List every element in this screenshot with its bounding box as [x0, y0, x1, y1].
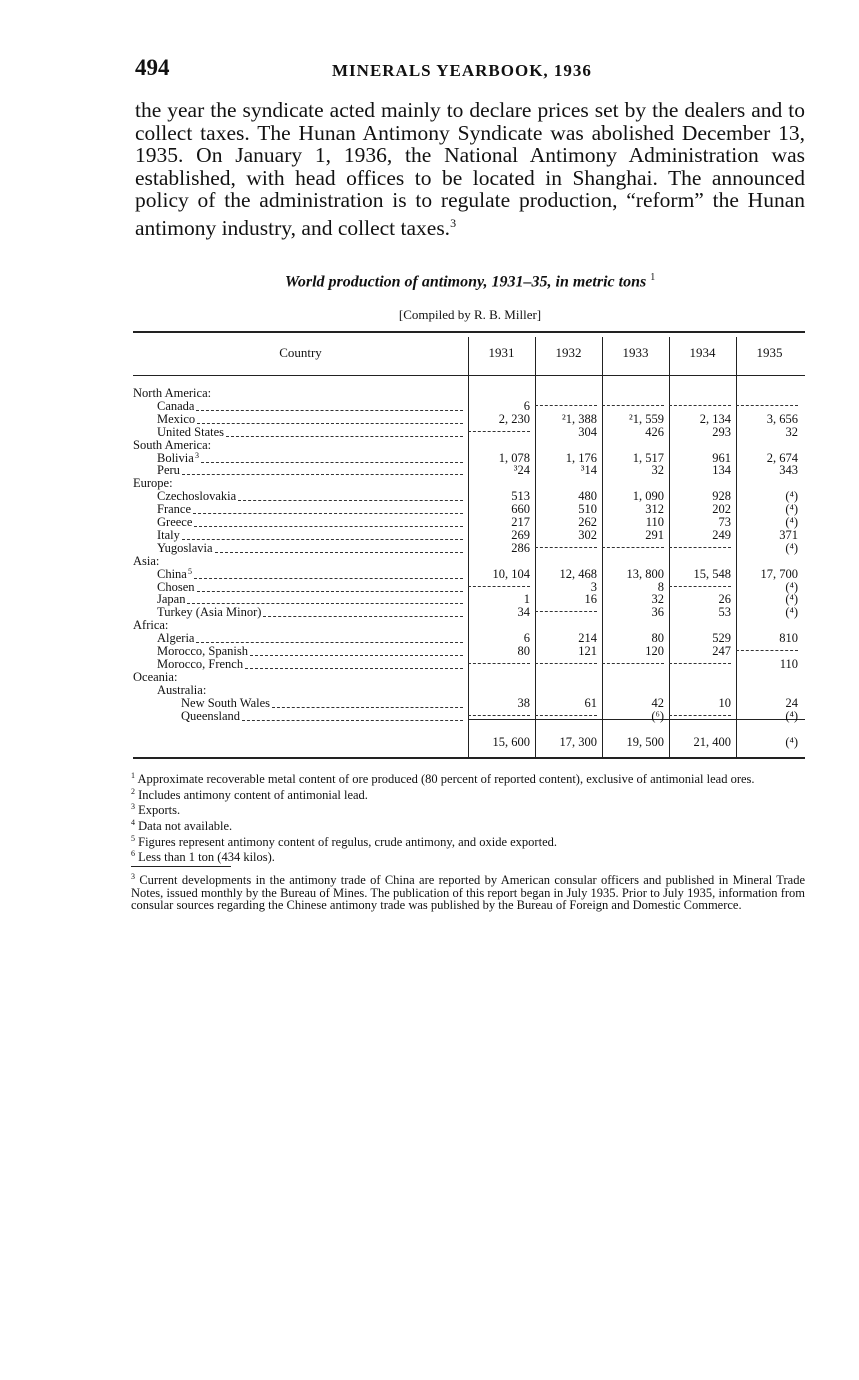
value-cell: 269: [511, 527, 530, 542]
footnote: [131, 848, 805, 864]
country-name: North America:: [133, 387, 212, 400]
country-name: Czechoslovakia: [157, 490, 237, 504]
value-cell: (⁴): [785, 592, 798, 607]
dot-leader: [215, 542, 463, 553]
value-cell: ²1, 388: [562, 411, 597, 426]
empty-cell-dash: [535, 611, 597, 612]
footnote: [131, 801, 805, 817]
dot-leader: [250, 645, 463, 656]
table-row: [133, 400, 805, 413]
value-cell: 928: [712, 489, 731, 504]
value-cell: 134: [712, 463, 731, 478]
footnote-text: Less than 1 ton (434 kilos).: [138, 850, 275, 865]
dot-leader: [196, 400, 463, 411]
table-row: [133, 439, 805, 452]
value-cell: 32: [651, 592, 664, 607]
country-name: Queensland: [181, 709, 241, 723]
column-header-country: Country: [279, 345, 322, 360]
footnote-mark: 1: [131, 771, 135, 780]
footnote-rule: [131, 866, 231, 867]
value-cell: 302: [578, 527, 597, 542]
value-cell: 32: [785, 424, 798, 439]
table-row: [133, 464, 805, 477]
dot-leader: [197, 581, 463, 592]
dot-leader: [263, 606, 463, 617]
value-cell: 61: [584, 695, 597, 710]
value-cell: (⁴): [785, 579, 798, 594]
country-name: Italy: [157, 528, 180, 542]
footnote: [131, 770, 805, 786]
value-cell: 2, 230: [498, 411, 530, 426]
empty-cell-dash: [602, 663, 664, 664]
country-name: Yugoslavia: [157, 541, 213, 555]
footnote-mark: 2: [131, 786, 135, 796]
country-name: Australia:: [157, 683, 207, 697]
value-cell: 217: [511, 515, 530, 529]
value-cell: 121: [578, 644, 597, 658]
column-header-1935: 1935: [756, 345, 783, 360]
value-cell: 510: [578, 502, 597, 517]
country-name: Turkey (Asia Minor): [157, 606, 262, 620]
empty-cell-dash: [736, 650, 798, 651]
empty-cell-dash: [669, 586, 731, 587]
country-name: Peru: [157, 464, 180, 478]
table-top-rule: [133, 331, 805, 333]
value-cell: 12, 468: [559, 566, 597, 581]
country-footnote-ref: 5: [188, 566, 192, 576]
table-row: [133, 542, 805, 555]
country-name: China: [157, 567, 187, 581]
value-cell: 10, 104: [492, 566, 530, 581]
value-cell: 38: [517, 695, 530, 710]
value-cell: 42: [651, 695, 664, 710]
value-cell: 6: [523, 631, 530, 646]
value-cell: 426: [645, 424, 664, 439]
footnote-mark: 3: [131, 802, 135, 812]
value-cell: 32: [651, 463, 664, 478]
running-head: MINERALS YEARBOOK, 1936: [332, 61, 592, 80]
page-footnote-text: Current developments in the antimony trade of China are reported by American consular officers and published in Mineral Trade Notes, issued monthly by the Bureau of Mines. The publication of this report began in July 1935. Prior to July 1935, information from consular sources regarding the Chinese antimony trade was published by the Bureau of Foreign and Domestic Commerce.: [131, 873, 805, 913]
table-row: [133, 671, 805, 684]
table-title-ref: 1: [650, 272, 656, 283]
dot-leader: [182, 464, 463, 475]
value-cell: 110: [779, 656, 798, 671]
page-footnote: [131, 871, 805, 912]
value-cell: ³24: [513, 463, 530, 478]
footnote-text: Figures represent antimony content of regulus, crude antimony, and oxide exported.: [138, 834, 557, 849]
page-number: 494: [135, 55, 170, 80]
dot-leader: [242, 710, 463, 721]
footnote-mark: 6: [131, 849, 135, 859]
value-cell: 214: [578, 631, 597, 646]
column-header-1931: 1931: [488, 345, 515, 360]
dot-leader: [194, 516, 463, 527]
dot-leader: [238, 490, 463, 501]
table-title-text: World production of antimony, 1931–35, in metric tons: [284, 273, 647, 291]
page-header: [135, 55, 805, 85]
empty-cell-dash: [535, 405, 597, 406]
value-cell: 249: [712, 527, 731, 542]
empty-cell-dash: [535, 547, 597, 548]
country-name: Mexico: [157, 412, 196, 426]
dot-leader: [187, 593, 463, 604]
value-cell: 3, 656: [766, 411, 798, 426]
table-row: [133, 387, 805, 400]
table-credit: [Compiled by R. B. Miller]: [398, 307, 542, 322]
empty-cell-dash: [669, 547, 731, 548]
empty-cell-dash: [535, 715, 597, 716]
table-row: [133, 710, 805, 723]
value-cell: 343: [779, 463, 798, 478]
empty-cell-dash: [535, 663, 597, 664]
table-row: [133, 568, 805, 581]
country-footnote-ref: 3: [195, 450, 199, 460]
total-cell-1933: 19, 500: [626, 735, 664, 749]
country-name: Morocco, French: [157, 657, 244, 671]
table-row: [133, 503, 805, 516]
country-name: Greece: [157, 516, 193, 529]
country-name: United States: [157, 425, 225, 439]
country-name: Chosen: [157, 580, 195, 594]
intro-footnote-ref: 3: [450, 215, 457, 230]
value-cell: 16: [584, 592, 597, 607]
country-name: New South Wales: [181, 696, 271, 710]
value-cell: (⁴): [785, 502, 798, 517]
table-row: [133, 645, 805, 658]
empty-cell-dash: [736, 405, 798, 406]
table-row: [133, 697, 805, 710]
country-name: Oceania:: [133, 670, 178, 684]
value-cell: 120: [645, 644, 664, 658]
value-cell: (⁴): [785, 605, 798, 620]
empty-cell-dash: [468, 586, 530, 587]
value-cell: (⁴): [785, 708, 798, 723]
value-cell: 26: [718, 592, 731, 607]
value-cell: 2, 674: [766, 450, 798, 465]
country-name: Asia:: [133, 554, 160, 568]
dot-leader: [201, 452, 463, 463]
column-header-1932: 1932: [555, 345, 582, 360]
value-cell: 34: [517, 605, 530, 620]
table-row: [133, 413, 805, 426]
value-cell: 312: [645, 502, 664, 517]
table-row: [133, 490, 805, 503]
footnote-text: Approximate recoverable metal content of ore produced (80 percent of reported content), exclusive of antimonial lead ores.: [137, 772, 755, 787]
footnote: [131, 786, 805, 802]
value-cell: 513: [511, 489, 530, 504]
value-cell: 304: [578, 424, 597, 439]
empty-cell-dash: [468, 431, 530, 432]
value-cell: 1, 090: [632, 489, 664, 504]
table-row: [133, 593, 805, 606]
country-name: Africa:: [133, 619, 169, 633]
footnote-mark: 5: [131, 833, 135, 843]
footnote-text: Exports.: [138, 803, 181, 818]
value-cell: 8: [657, 579, 664, 594]
value-cell: 13, 800: [626, 566, 664, 581]
value-cell: 36: [651, 605, 664, 620]
value-cell: 961: [712, 450, 731, 465]
total-cell-1934: 21, 400: [693, 735, 731, 749]
value-cell: (⁴): [785, 515, 798, 529]
value-cell: 529: [712, 631, 731, 646]
country-name: South America:: [133, 438, 212, 452]
value-cell: 17, 700: [760, 566, 798, 581]
value-cell: 1: [523, 592, 530, 607]
value-cell: 6: [523, 398, 530, 413]
table-title: [135, 272, 805, 291]
empty-cell-dash: [602, 547, 664, 548]
value-cell: 80: [517, 644, 530, 658]
table-row: [133, 555, 805, 568]
value-cell: 24: [785, 695, 798, 710]
value-cell: 1, 078: [498, 450, 530, 465]
empty-cell-dash: [669, 715, 731, 716]
value-cell: 371: [779, 527, 798, 542]
value-cell: 15, 548: [693, 566, 731, 581]
dot-leader: [196, 632, 463, 643]
dot-leader: [226, 426, 463, 437]
value-cell: ³14: [580, 463, 597, 478]
table-bottom-rule: [133, 757, 805, 759]
country-name: Bolivia: [157, 451, 194, 465]
footnote-text: Data not available.: [138, 819, 233, 834]
value-cell: (⁴): [785, 540, 798, 555]
dot-leader: [197, 413, 463, 424]
value-cell: 247: [712, 644, 731, 658]
value-cell: 73: [718, 515, 731, 529]
footnote-list: [131, 770, 805, 864]
country-name: Canada: [157, 399, 195, 413]
country-name: Europe:: [133, 477, 173, 491]
table-footnotes: [131, 770, 805, 912]
value-cell: 480: [578, 489, 597, 504]
dot-leader: [193, 503, 463, 514]
table-row: [133, 632, 805, 645]
footnote-text: Includes antimony content of antimonial lead.: [138, 787, 368, 802]
table-row: [133, 529, 805, 542]
table-row: [133, 581, 805, 594]
empty-cell-dash: [669, 663, 731, 664]
empty-cell-dash: [468, 715, 530, 716]
value-cell: 262: [578, 515, 597, 529]
country-name: France: [157, 503, 192, 517]
dot-leader: [245, 658, 463, 669]
table-row: [133, 426, 805, 439]
value-cell: 110: [645, 515, 664, 529]
table-row: [133, 684, 805, 697]
value-cell: 2, 134: [699, 411, 731, 426]
value-cell: 1, 517: [632, 450, 664, 465]
value-cell: 291: [645, 527, 664, 542]
column-header-1934: 1934: [689, 345, 716, 360]
value-cell: 1, 176: [565, 450, 597, 465]
footnote: [131, 817, 805, 833]
country-name: Algeria: [157, 632, 195, 646]
table-header-rule: [133, 375, 805, 376]
empty-cell-dash: [602, 405, 664, 406]
value-cell: 3: [590, 579, 597, 594]
table-row: [133, 658, 805, 671]
total-cell-1931: 15, 600: [492, 735, 530, 749]
value-cell: (⁶): [651, 708, 664, 723]
value-cell: (⁴): [785, 489, 798, 504]
page-footnote-mark: 3: [131, 871, 135, 881]
country-name: Japan: [157, 593, 186, 607]
value-cell: 293: [712, 424, 731, 439]
table-row: [133, 452, 805, 465]
footnote-mark: 4: [131, 817, 135, 827]
empty-cell-dash: [468, 663, 530, 664]
country-name: Morocco, Spanish: [157, 645, 248, 658]
value-cell: ²1, 559: [629, 411, 664, 426]
empty-cell-dash: [669, 405, 731, 406]
value-cell: 286: [511, 540, 530, 555]
dot-leader: [194, 568, 463, 579]
table-row: [133, 619, 805, 632]
total-cell-1932: 17, 300: [559, 735, 597, 749]
table-row: [133, 477, 805, 490]
value-cell: 810: [779, 631, 798, 646]
value-cell: 202: [712, 502, 731, 517]
value-cell: 80: [651, 631, 664, 646]
column-header-1933: 1933: [622, 345, 649, 360]
value-cell: 53: [718, 605, 731, 620]
intro-text: the year the syndicate acted mainly to declare prices set by the dealers and to collect taxes. The Hunan Antimony Syndicate was abolished December 13, 1935. On January 1, 1936, the National Antimony Administration was established, with head offices to be located in Shanghai. The announced policy of the administration is to regulate production, “reform” the Hunan antimony industry, and collect taxes.: [135, 98, 805, 240]
dot-leader: [182, 529, 463, 540]
footnote: [131, 833, 805, 849]
total-cell-1935: (⁴): [785, 735, 798, 749]
intro-paragraph: [135, 99, 805, 239]
table-row: [133, 516, 805, 529]
dot-leader: [272, 697, 463, 708]
table-row: [133, 606, 805, 619]
value-cell: 10: [718, 695, 731, 710]
value-cell: 660: [511, 502, 530, 517]
